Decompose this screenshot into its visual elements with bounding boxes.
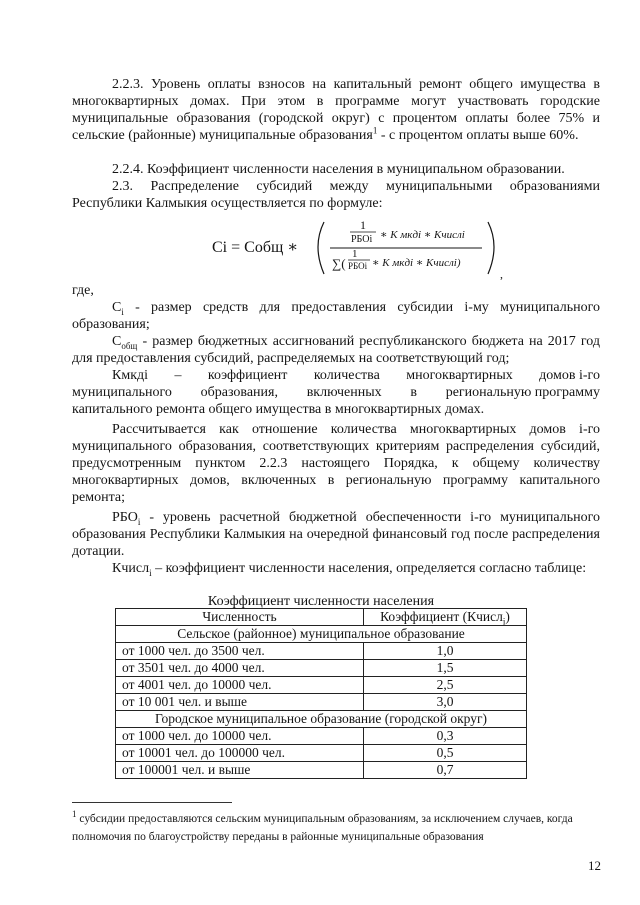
row-range: от 3501 чел. до 4000 чел. bbox=[116, 660, 364, 677]
formula-num-rest: ∗ К мкдi ∗ Kчислi bbox=[380, 229, 465, 241]
group-rural: Сельское (районное) муниципальное образование bbox=[116, 626, 527, 643]
definition-rbo: $РБО_i$ - уровень расчетной бюджетной обеспеченности i-го муниципального образования Республики Калмыкия на очередной финансовый год после распределения дотации. bbox=[72, 510, 600, 559]
formula-num-one: 1 bbox=[360, 218, 366, 232]
page-number: 12 bbox=[588, 858, 601, 873]
table-row bbox=[116, 762, 527, 779]
where-label: где, bbox=[72, 283, 94, 298]
formula-den-rest: ∗ К мкдi ∗ Kчислi) bbox=[372, 257, 461, 269]
row-coef: 2,5 bbox=[364, 677, 527, 694]
definition-kmkd-line3: капитального ремонта общего имущества в многоквартирных домах. bbox=[72, 402, 485, 417]
table-row bbox=[116, 728, 527, 745]
row-range: от 10001 чел. до 100000 чел. bbox=[116, 745, 364, 762]
row-coef: 0,5 bbox=[364, 745, 527, 762]
row-coef: 1,0 bbox=[364, 643, 527, 660]
footnote-divider bbox=[72, 802, 232, 803]
header-population: Численность bbox=[116, 609, 364, 626]
definition-ci: $C_i$ - размер средств для предоставления субсидии i-му муниципального образования; bbox=[72, 300, 600, 332]
table-header-row bbox=[116, 609, 527, 626]
formula-den-one: 1 bbox=[352, 248, 358, 260]
row-coef: 0,3 bbox=[364, 728, 527, 745]
paragraph-calculation: Рассчитывается как отношение количества многоквартирных домов i-го муниципального образования, соответствующих критериям распределения субсидий, предусмотренным пунктом 2.2.3 настоящего Порядка, к общему количеству многоквартирных домов, включенных в региональную программу капитального ремонта; bbox=[72, 422, 600, 505]
group-urban: Городское муниципальное образование (городской округ) bbox=[116, 711, 527, 728]
table-group-row bbox=[116, 711, 527, 728]
distribution-formula bbox=[212, 210, 512, 282]
paragraph-2-3: 2.3. Распределение субсидий между муниципальными образованиями Республики Калмыкия осуществляется по формуле: bbox=[72, 179, 600, 211]
formula-den-sum: ∑( bbox=[332, 256, 346, 271]
row-range: от 10 001 чел. и выше bbox=[116, 694, 364, 711]
formula-graphic bbox=[212, 210, 512, 282]
paragraph-2-2-3: 2.2.3. Уровень оплаты взносов на капитальный ремонт общего имущества в многоквартирных домах. При этом в программе могут участвовать городские муниципальные образования (городской округ) с процентом оплаты более 75% и сельские (районные) муниципальные образования$^1$ - с процентом оплаты выше 60%. bbox=[72, 77, 600, 143]
footnote: $^1$ субсидии предоставляются сельским муниципальным образованиям, за исключением случаев, когда полномочия по благоустройству переданы в районные муниципальные образования bbox=[72, 809, 573, 843]
definition-kmkd-line2: муниципального образования, включенных в региональную программу bbox=[72, 385, 600, 400]
left-paren bbox=[318, 222, 324, 274]
row-range: от 100001 чел. и выше bbox=[116, 762, 364, 779]
row-range: от 1000 чел. до 3500 чел. bbox=[116, 643, 364, 660]
table-row bbox=[116, 745, 527, 762]
table-row bbox=[116, 643, 527, 660]
formula-num-rbo: РБОi bbox=[351, 234, 373, 245]
table-group-row bbox=[116, 626, 527, 643]
row-range: от 4001 чел. до 10000 чел. bbox=[116, 677, 364, 694]
row-coef: 0,7 bbox=[364, 762, 527, 779]
definition-kchisl: Кчисл$_i$ – коэффициент численности населения, определяется согласно таблице: bbox=[112, 561, 587, 578]
table-caption: Коэффициент численности населения bbox=[207, 594, 435, 609]
table-row bbox=[116, 660, 527, 677]
formula-comma: , bbox=[500, 267, 503, 281]
paragraph-2-2-4: 2.2.4. Коэффициент численности населения в муниципальном образовании. bbox=[112, 162, 565, 177]
header-coefficient: Коэффициент (Кчисл$_i$) bbox=[364, 609, 527, 626]
definition-kmkd-line1: Кмкдi – коэффициент количества многоквартирных домов i-го bbox=[112, 368, 600, 383]
formula-lhs: Ci = Cобщ ∗ bbox=[212, 239, 299, 256]
row-coef: 3,0 bbox=[364, 694, 527, 711]
footnote-ref: 1 bbox=[372, 125, 378, 136]
definition-cobsh: $C_{общ}$ - размер бюджетных ассигнований республиканского бюджета на 2017 год для предоставления субсидий, распределяемых на соответствующий год; bbox=[72, 334, 600, 366]
right-paren bbox=[488, 222, 494, 274]
formula-den-rbo: РБОi bbox=[348, 261, 368, 271]
table-row bbox=[116, 694, 527, 711]
row-range: от 1000 чел. до 10000 чел. bbox=[116, 728, 364, 745]
row-coef: 1,5 bbox=[364, 660, 527, 677]
population-coefficient-table bbox=[115, 608, 527, 779]
table-row bbox=[116, 677, 527, 694]
